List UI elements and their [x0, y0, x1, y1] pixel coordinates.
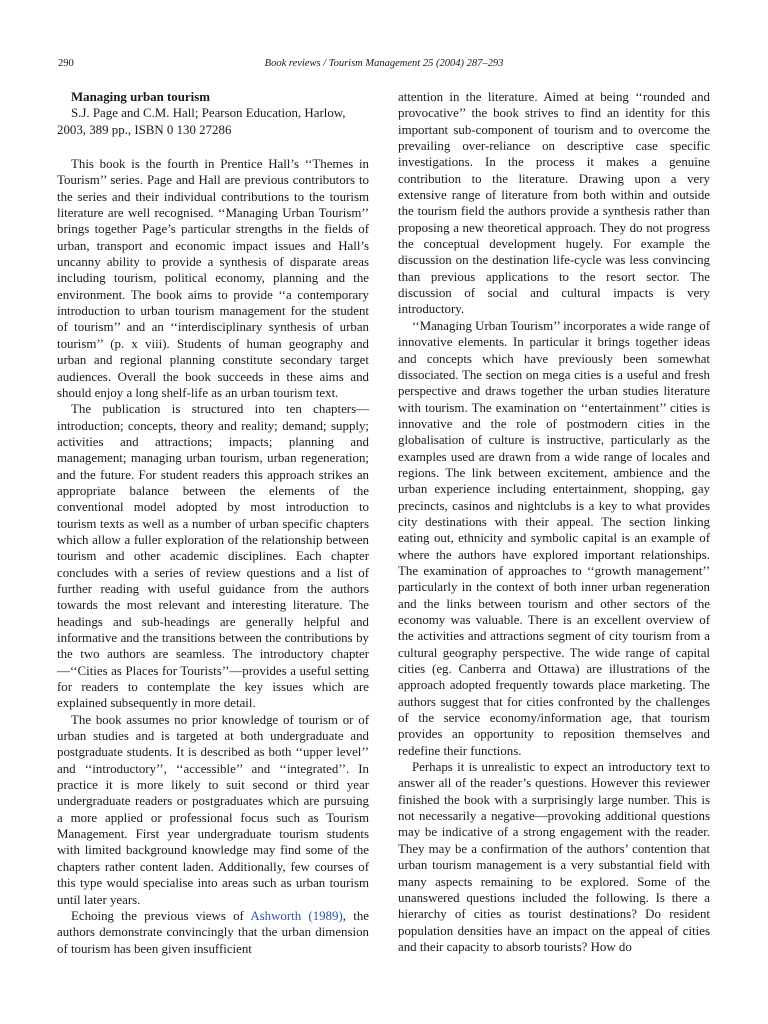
- paragraph-4-text-start: Echoing the previous views of: [71, 908, 251, 923]
- paragraph-4-continued: attention in the literature. Aimed at being ‘‘rounded and provocative’’ the book strives to find an identity for this important sub-component of tourism and to overcome the prevailing over-reliance on descriptive case specific investigations. In the process it makes a genuine contribution to the literature. Drawing upon a very extensive range of literature from both within and outside the tourism field the authors provide a synthesis rather than proposing a new theoretical approach. They do not progress the conceptual development hugely. For example the discussion on the destination life-cycle was less convincing than previous applications to the resort sector. The discussion of social and cultural impacts is very introductory.: [398, 90, 710, 317]
- review-meta-line-1: S.J. Page and C.M. Hall; Pearson Education, Harlow,: [71, 106, 346, 121]
- paragraph-1: This book is the fourth in Prentice Hall’s ‘‘Themes in Tourism’’ series. Page and Hall are previous contributors to the series and their individual contributions to the tourism literature are well recognised. ‘‘Managing Urban Tourism’’ brings together Page’s particular strengths in the fields of urban, transport and economic impact issues and Hall’s uncanny ability to provide a synthesis of disparate areas including tourism, political economy, planning and the environment. The book aims to provide ‘‘a contemporary introduction to urban tourism management for the student of tourism’’ and an ‘‘interdisciplinary synthesis of urban tourism’’ (p. x viii). Students of human geography and urban and regional planning constitute secondary target audiences. Overall the book succeeds in these aims and should enjoy a long shelf-life as an urban tourism text.: [57, 157, 369, 400]
- page-number: 290: [58, 58, 74, 69]
- review-title: Managing urban tourism: [71, 90, 210, 104]
- review-meta-line-2: 2003, 389 pp., ISBN 0 130 27286: [57, 122, 232, 137]
- paragraph-4-text-end: , the authors demonstrate convincingly that the urban dimension of tourism has been given insufficient: [57, 908, 369, 956]
- paragraph-2: The publication is structured into ten chapters—introduction; concepts, theory and reality; demand; supply; activities and attractions; impacts; planning and management; managing urban tourism, urban regeneration; and the future. For student readers this approach strikes an appropriate balance between the elements of the conventional model adopted by most introduction to tourism texts as well as a number of urban specific chapters which allow a fuller exploration of the relationship between tourism and other academic disciplines. Each chapter concludes with a series of review questions and a list of further reading with useful guidance from the authors towards the most relevant and interesting literature. The headings and sub-headings are generally helpful and informative and the transitions between the contributions by the two authors are seamless. The introductory chapter—‘‘Cities as Places for Tourists’’—provides a useful setting for readers to contemplate the key issues which are explained subsequently in more detail.: [57, 402, 369, 711]
- ashworth-citation-link[interactable]: Ashworth: [250, 908, 302, 923]
- review-bibliographic-info: [57, 105, 369, 138]
- running-head: Book reviews / Tourism Management 25 (2004) 287–293: [264, 58, 504, 69]
- paragraph-4: [57, 908, 369, 957]
- paragraph-5: ‘‘Managing Urban Tourism’’ incorporates a wide range of innovative elements. In particular it brings together ideas and concepts which have previously been somewhat dissociated. The section on mega cities is a useful and fresh perspective and draws together the urban studies literature with tourism. The examination on ‘‘entertainment’’ cities is innovative and the role of postmodern cities in the globalisation of culture is instructive, particularly as the examples used are drawn from a wide range of locales and regions. The link between excitement, ambience and the urban experience including entertainment, shopping, gay precincts, casinos and nightclubs is a key to what provides city destinations with their appeal. The section linking eating out, ethnicity and symbolic capital is an example of where the authors have explored important relationships. The examination of approaches to ‘‘growth management’’ particularly in the context of both inner urban regeneration and the links between tourism and other sectors of the economy was valuable. There is an excellent overview of the activities and attractions segment of city tourism from a cultural geography perspective. The wide range of capital cities (eg. Canberra and Ottawa) are illustrations of the approach adopted frequently towards place marketing. The authors suggest that for cities confronted by the challenges of the service economy/information age, that tourism provides an opportunity to reposition themselves and redefine their functions.: [398, 318, 710, 758]
- page-header: [58, 58, 710, 74]
- paragraph-3: The book assumes no prior knowledge of tourism or of urban studies and is targeted at both undergraduate and postgraduate students. It is described as both ‘‘upper level’’ and ‘‘introductory’’, ‘‘accessible’’ and ‘‘integrated’’. In practice it is more likely to suit second or third year undergraduate readers or postgraduates which are pursuing a more applied or professional focus such as Tourism Management. First year undergraduate tourism students with limited background knowledge may find some of the chapters rather content laden. Additionally, few courses of this type would specialise into areas such as urban tourism until later years.: [57, 712, 369, 907]
- left-column: [57, 89, 369, 957]
- right-column: [398, 89, 710, 955]
- paragraph-6: Perhaps it is unrealistic to expect an introductory text to answer all of the reader’s questions. However this reviewer finished the book with a surprisingly large number. This is not necessarily a negative—provoking additional questions may be indicative of a strong engagement with the reader. They may be a confirmation of the authors’ contention that urban tourism management is a very substantial field with many aspects remaining to be explored. Some of the unanswered questions included the following. Is there a hierarchy of cities as tourist destinations? Do resident population densities have an impact on the appeal of cities and their capacity to absorb tourists? How do: [398, 760, 710, 954]
- ashworth-year-link[interactable]: (1989): [308, 908, 343, 923]
